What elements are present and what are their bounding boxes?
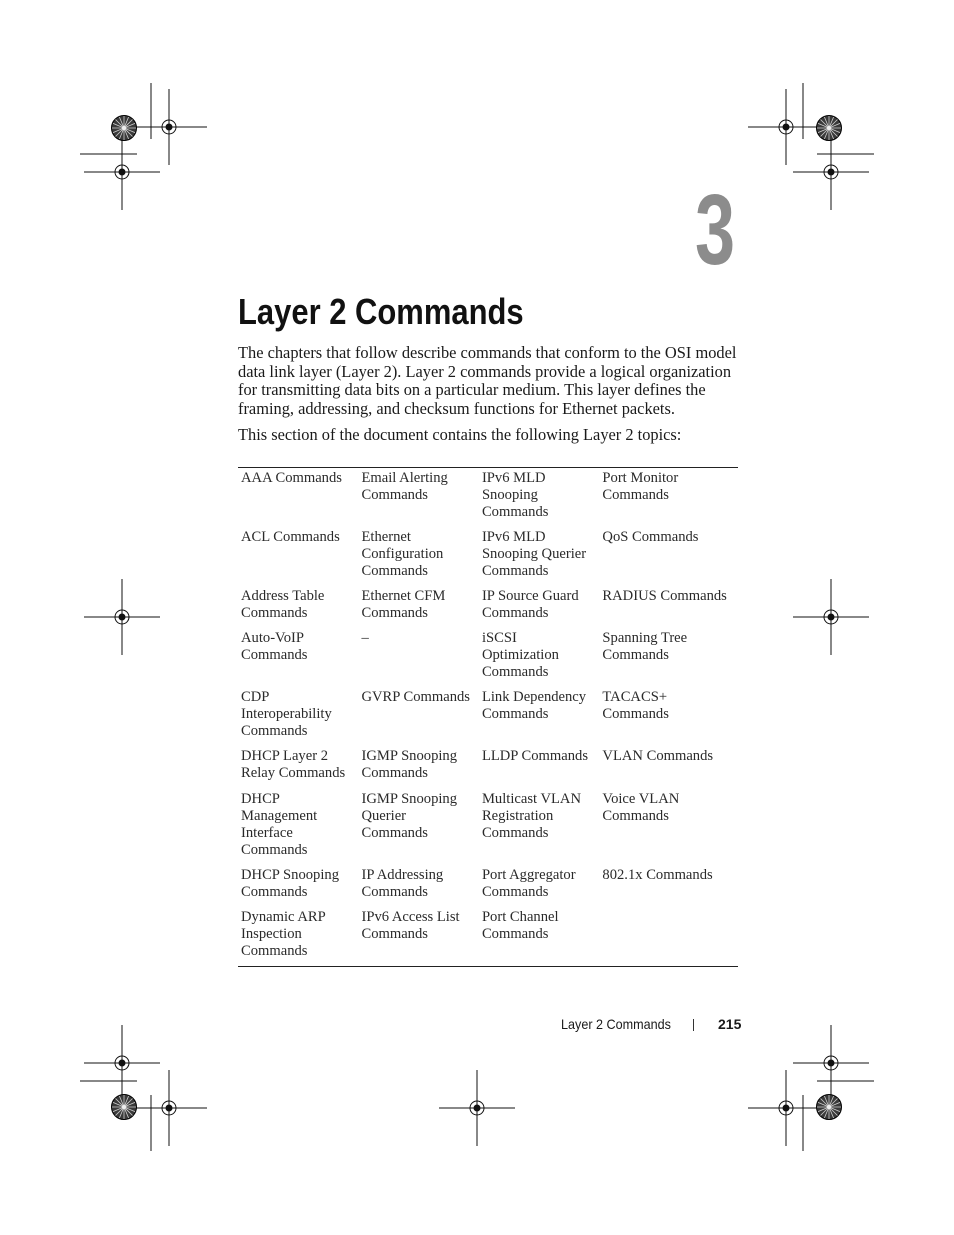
table-cell: ACL Commands bbox=[241, 529, 340, 545]
registration-crosshair-icon bbox=[84, 134, 160, 210]
table-cell: CDP Interoperability Commands bbox=[241, 689, 332, 739]
table-cell: Dynamic ARP Inspection Commands bbox=[241, 909, 326, 959]
color-target-icon bbox=[817, 1095, 842, 1120]
table-cell: VLAN Commands bbox=[602, 748, 714, 764]
registration-crosshair-icon bbox=[84, 579, 160, 655]
table-row bbox=[238, 791, 738, 867]
registration-crosshair-icon bbox=[748, 1070, 824, 1146]
table-cell: Ethernet CFM Commands bbox=[361, 588, 446, 621]
table-cell: IPv6 MLD Snooping Querier Commands bbox=[481, 529, 587, 579]
table-cell: DHCP Snooping Commands bbox=[241, 867, 339, 900]
table-row bbox=[238, 748, 738, 791]
table-cell: IP Source Guard Commands bbox=[481, 588, 579, 621]
footer-section-title: Layer 2 Commands bbox=[561, 1016, 671, 1032]
table-cell: IPv6 MLD Snooping Commands bbox=[481, 470, 549, 520]
table-cell: QoS Commands bbox=[602, 529, 699, 545]
table-cell: IPv6 Access List Commands bbox=[361, 909, 460, 942]
chapter-title: Layer 2 Commands bbox=[238, 291, 524, 332]
table-row bbox=[238, 867, 738, 909]
table-cell: Port Aggregator Commands bbox=[481, 867, 576, 900]
table-cell: Multicast VLAN Registration Commands bbox=[481, 791, 581, 841]
registration-crosshair-icon bbox=[748, 89, 824, 165]
color-target-icon bbox=[817, 116, 842, 141]
table-cell: IGMP Snooping Commands bbox=[361, 748, 458, 781]
table-cell: LLDP Commands bbox=[481, 748, 589, 764]
color-target-icon bbox=[112, 1095, 137, 1120]
chapter-number: 3 bbox=[694, 174, 736, 286]
table-cell: GVRP Commands bbox=[361, 689, 470, 705]
table-cell: IP Addressing Commands bbox=[361, 867, 444, 900]
table-cell: iSCSI Optimization Commands bbox=[481, 630, 559, 680]
intro-paragraph: The chapters that follow describe commands that conform to the OSI model data link layer (Layer 2). Layer 2 commands provide a logical organization for transmitting data bits on a particular medium. This layer defines the framing, addressing, and checksum functions for Ethernet packets. bbox=[238, 343, 737, 419]
registration-crosshair-icon bbox=[131, 1070, 207, 1146]
table-cell: Auto-VoIP Commands bbox=[241, 630, 308, 663]
table-cell: Address Table Commands bbox=[241, 588, 325, 621]
table-cell: Spanning Tree Commands bbox=[602, 630, 688, 663]
table-row bbox=[238, 529, 738, 588]
table-cell: – bbox=[361, 630, 369, 646]
color-target-icon bbox=[112, 116, 137, 141]
table-row bbox=[238, 630, 738, 689]
registration-crosshair-icon bbox=[793, 134, 869, 210]
table-cell: Link Dependency Commands bbox=[481, 689, 587, 722]
footer-page-number: 215 bbox=[718, 1016, 742, 1032]
table-cell: Ethernet Configuration Commands bbox=[361, 529, 444, 579]
registration-crosshair-icon bbox=[793, 1025, 869, 1101]
table-cell: AAA Commands bbox=[241, 470, 342, 486]
table-cell: Port Monitor Commands bbox=[602, 470, 679, 503]
table-cell: 802.1x Commands bbox=[602, 867, 713, 883]
registration-crosshair-icon bbox=[793, 579, 869, 655]
table-row bbox=[238, 909, 738, 967]
registration-crosshair-icon bbox=[84, 1025, 160, 1101]
table-cell: Voice VLAN Commands bbox=[602, 791, 680, 824]
topics-table bbox=[238, 467, 738, 967]
registration-crosshair-icon bbox=[439, 1070, 515, 1146]
table-cell: TACACS+ Commands bbox=[602, 689, 669, 722]
registration-crosshair-icon bbox=[131, 89, 207, 165]
table-cell: Port Channel Commands bbox=[481, 909, 559, 942]
topics-intro-paragraph: This section of the document contains the following Layer 2 topics: bbox=[238, 425, 682, 444]
table-cell: IGMP Snooping Querier Commands bbox=[361, 791, 458, 841]
table-cell: DHCP Management Interface Commands bbox=[241, 791, 318, 858]
table-cell: RADIUS Commands bbox=[602, 588, 727, 604]
table-cell: DHCP Layer 2 Relay Commands bbox=[241, 748, 346, 781]
footer-separator bbox=[693, 1019, 694, 1031]
table-cell bbox=[599, 909, 738, 967]
table-row bbox=[238, 689, 738, 748]
table-cell: Email Alerting Commands bbox=[361, 470, 448, 503]
table-row bbox=[238, 588, 738, 630]
table-row bbox=[238, 468, 738, 530]
